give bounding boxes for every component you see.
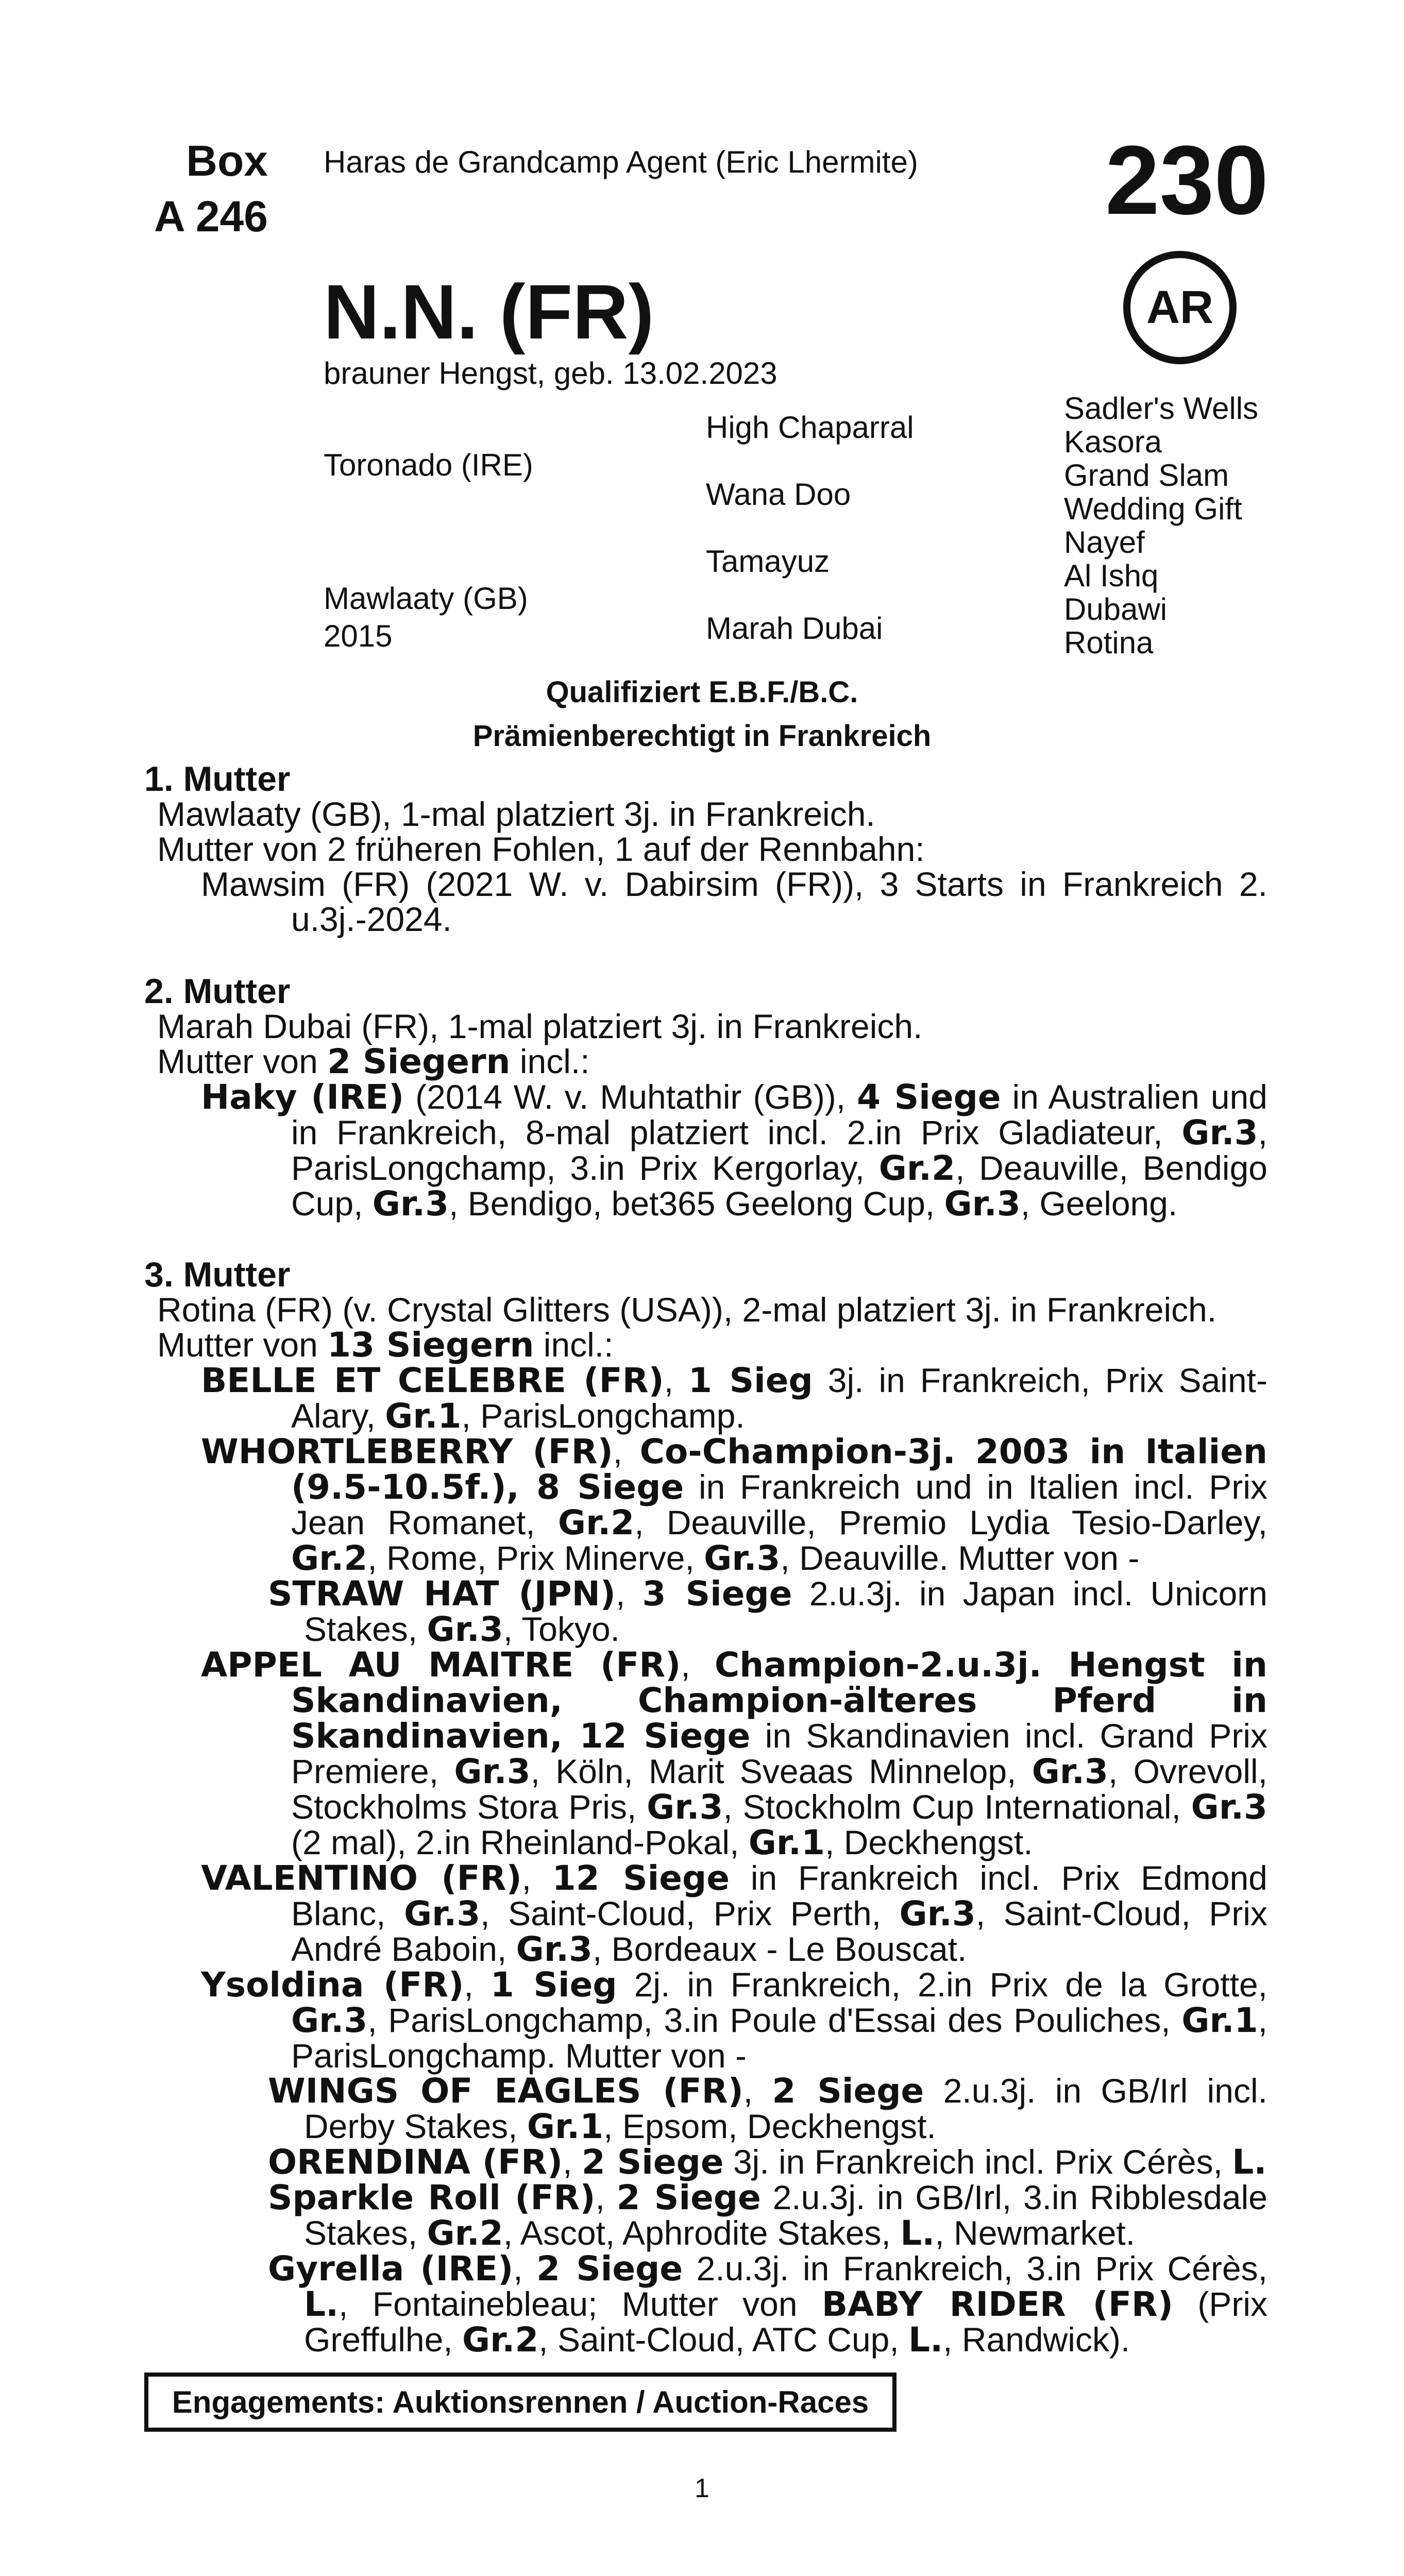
qualification-ebf: Qualifiziert E.B.F./B.C. [546, 675, 858, 709]
dam-produce-summary: Mutter von 2 früheren Fohlen, 1 auf der Rennbahn: [157, 830, 925, 868]
produce-entry: Ysoldina (FR), 1 Sieg 2j. in Frankreich, 2.in Prix de la Grotte, Gr.3, ParisLongchamp, 3.in Poule d'Essai des Pouliches, Gr.1, ParisLongchamp. Mutter von - [201, 1965, 1267, 2075]
horse-name: N.N. (FR) [324, 268, 654, 355]
horse-description: brauner Hengst, geb. 13.02.2023 [324, 356, 777, 391]
section-heading: 2. Mutter [144, 972, 291, 1011]
dam-produce-summary: Mutter von 13 Siegern incl.: [157, 1325, 614, 1365]
produce-entry: ORENDINA (FR), 2 Siege 3j. in Frankreich incl. Prix Cérès, L. [268, 2142, 1267, 2182]
produce-entry: STRAW HAT (JPN), 3 Siege 2.u.3j. in Japan incl. Unicorn Stakes, Gr.3, Tokyo. [268, 1574, 1267, 1649]
produce-entry: WINGS OF EAGLES (FR), 2 Siege 2.u.3j. in GB/Irl incl. Derby Stakes, Gr.1, Epsom, Deckhengst. [268, 2071, 1267, 2146]
great-grandparent: Al Ishq [1064, 558, 1159, 593]
great-grandparent: Wedding Gift [1064, 492, 1242, 526]
dam-year: 2015 [324, 619, 393, 653]
consignor: Haras de Grandcamp Agent (Eric Lhermite) [324, 145, 918, 179]
great-grandparent: Sadler's Wells [1064, 391, 1259, 426]
grandparent: Tamayuz [706, 544, 830, 579]
first-dam-section [144, 761, 1267, 937]
sire: Toronado (IRE) [324, 448, 533, 482]
great-grandparent: Grand Slam [1064, 458, 1229, 493]
grandparent: Wana Doo [706, 477, 851, 512]
dam-summary: Mawlaaty (GB), 1-mal platziert 3j. in Frankreich. [157, 795, 875, 833]
produce-entry: WHORTLEBERRY (FR), Co-Champion-3j. 2003 in Italien (9.5-10.5f.), 8 Siege in Frankreich und in Italien incl. Prix Jean Romanet, Gr.2, Deauville, Premio Lydia Tesio-Darley, Gr.2, Rome, Prix Minerve, Gr.3, Deauville. Mutter von - [201, 1432, 1268, 1578]
produce-entry: Haky (IRE) (2014 W. v. Muhtathir (GB)), 4 Siege in Australien und in Frankreich, 8-mal platziert incl. 2.in Prix Gladiateur, Gr.3, ParisLongchamp, 3.in Prix Kergorlay, Gr.2, Deauville, Bendigo Cup, Gr.3, Bendigo, bet365 Geelong Cup, Gr.3, Geelong. [201, 1077, 1267, 1224]
ar-badge-label: AR [1146, 281, 1213, 333]
grandparent: Marah Dubai [706, 611, 883, 646]
box-label: Box [186, 137, 268, 185]
produce-entry: VALENTINO (FR), 12 Siege in Frankreich incl. Prix Edmond Blanc, Gr.3, Saint-Cloud, Prix Perth, Gr.3, Saint-Cloud, Prix André Baboin, Gr.3, Bordeaux - Le Bouscat. [201, 1858, 1267, 1969]
great-grandparent: Kasora [1064, 425, 1162, 459]
produce-entry: APPEL AU MAITRE (FR), Champion-2.u.3j. Hengst in Skandinavien, Champion-älteres Pferd in Skandinavien, 12 Siege in Skandinavien incl. Grand Prix Premiere, Gr.3, Köln, Marit Sveaas Minnelop, Gr.3, Ovrevoll, Stockholms Stora Pris, Gr.3, Stockholm Cup International, Gr.3 (2 mal), 2.in Rheinland-Pokal, Gr.1, Deckhengst. [201, 1645, 1267, 1862]
produce-entry: Gyrella (IRE), 2 Siege 2.u.3j. in Frankreich, 3.in Prix Cérès, L., Fontainebleau; Mutter von BABY RIDER (FR) (Prix Greffulhe, Gr.2, Saint-Cloud, ATC Cup, L., Randwick). [268, 2249, 1268, 2360]
dam: Mawlaaty (GB) [324, 581, 528, 616]
box-number: A 246 [154, 192, 268, 241]
produce-entry: Mawsim (FR) (2021 W. v. Dabirsim (FR)), 3 Starts in Frankreich 2. u.3j.-2024. [201, 865, 1267, 938]
produce-entry: Sparkle Roll (FR), 2 Siege 2.u.3j. in GB/Irl, 3.in Ribblesdale Stakes, Gr.2, Ascot, Aphrodite Stakes, L., Newmarket. [268, 2178, 1267, 2253]
section-heading: 3. Mutter [144, 1255, 291, 1294]
engagements-label: Engagements: Auktionsrennen / Auction-Races [172, 2385, 869, 2419]
dam-produce-summary: Mutter von 2 Siegern incl.: [157, 1042, 590, 1081]
great-grandparent: Nayef [1064, 525, 1145, 560]
produce-entry: BELLE ET CELEBRE (FR), 1 Sieg 3j. in Frankreich, Prix Saint-Alary, Gr.1, ParisLongchamp. [201, 1361, 1267, 1436]
lot-number: 230 [1105, 126, 1269, 235]
dam-summary: Marah Dubai (FR), 1-mal platziert 3j. in Frankreich. [157, 1007, 923, 1045]
second-dam-section [144, 974, 1267, 1222]
grandparent: High Chaparral [706, 410, 914, 445]
dam-summary: Rotina (FR) (v. Crystal Glitters (USA)), 2-mal platziert 3j. in Frankreich. [157, 1291, 1217, 1329]
section-heading: 1. Mutter [144, 759, 291, 799]
great-grandparent: Dubawi [1064, 592, 1168, 626]
qualification-premium: Prämienberechtigt in Frankreich [472, 719, 932, 753]
ar-badge-icon [1123, 251, 1237, 364]
great-grandparent: Rotina [1064, 625, 1154, 660]
third-dam-section [144, 1257, 1267, 2358]
engagements-box [144, 2372, 896, 2432]
page-number: 1 [695, 2473, 709, 2503]
